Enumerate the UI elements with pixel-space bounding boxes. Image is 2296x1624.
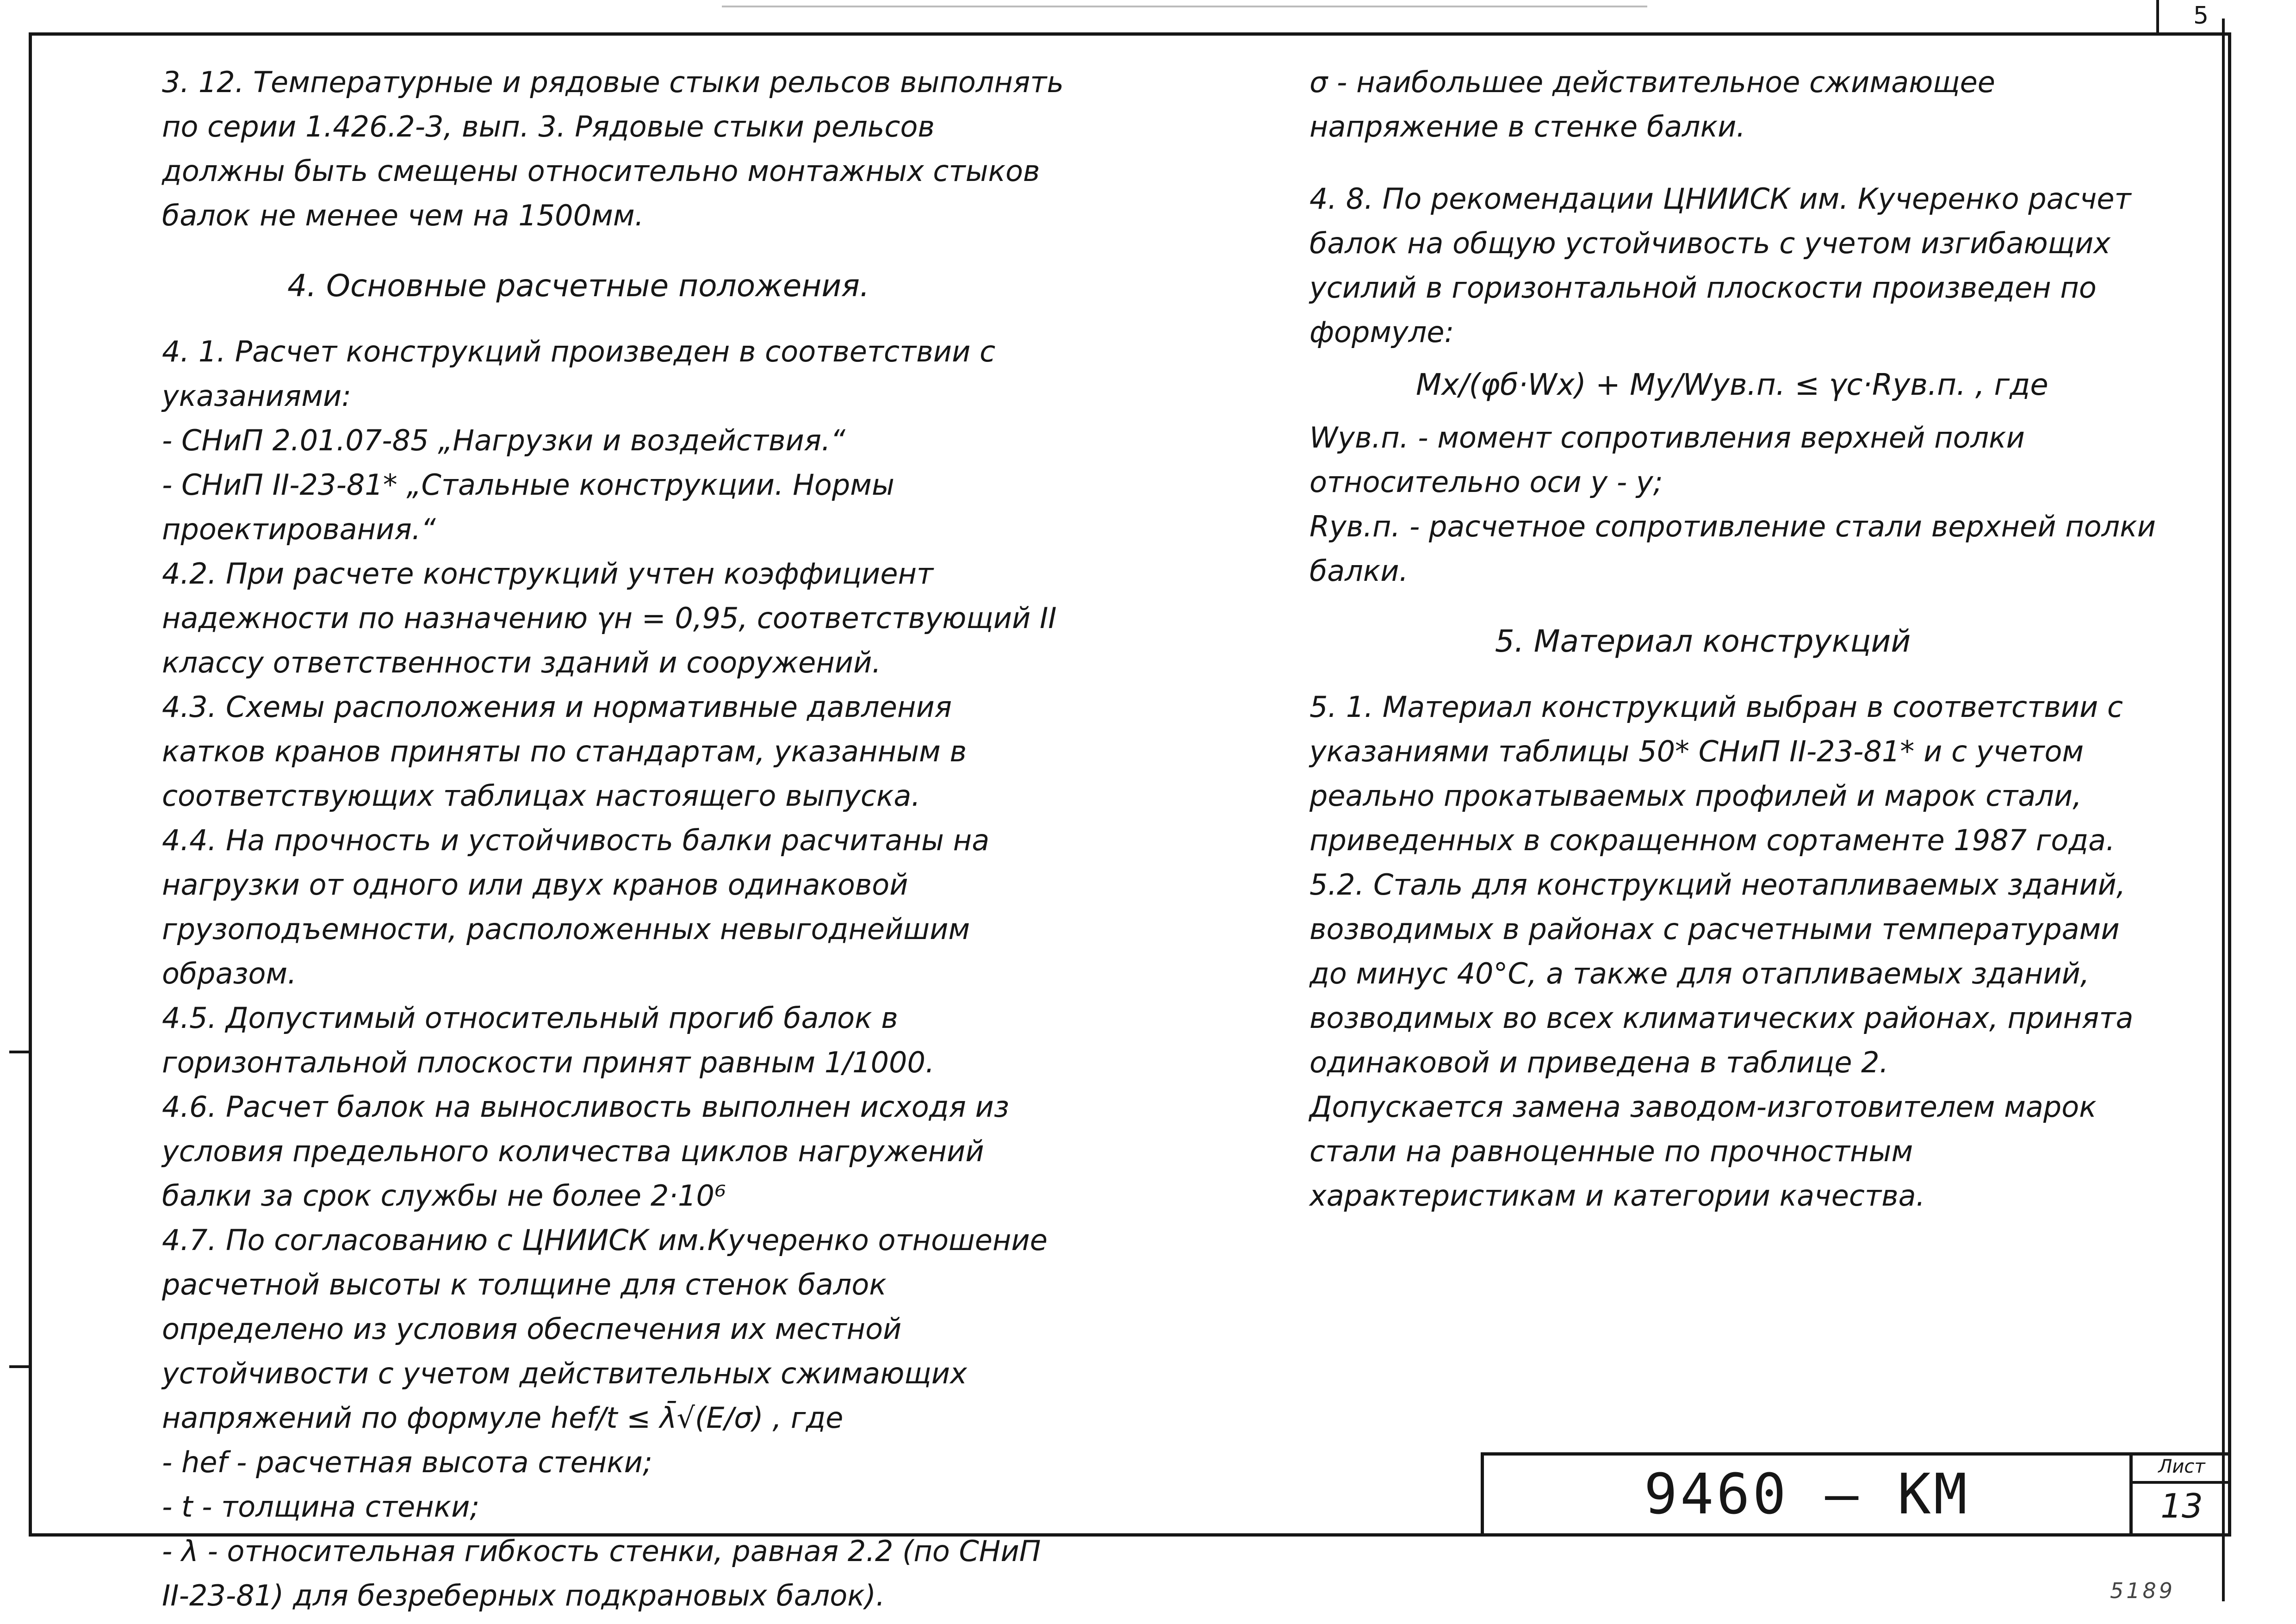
paragraph-4-3: 4.3. Схемы расположения и нормативные давления катков кранов приняты по стандартам, указанным в соответствующих таблицах настоящего выпуска. xyxy=(162,690,967,813)
sheet-label: Лист xyxy=(2158,1456,2205,1477)
binding-tick xyxy=(9,1051,30,1053)
paragraph-4-8: 4. 8. По рекомендации ЦНИИСК им. Кучеренко расчет балок на общую устойчивость с учетом изгибающих усилий в горизонтальной плоскости произведен по формуле: xyxy=(1309,182,2131,349)
paragraph-3-12: 3. 12. Температурные и рядовые стыки рельсов выполнять по серии 1.426.2-3, вып. 3. Рядовые стыки рельсов должны быть смещены относительно монтажных стыков балок не менее чем на 1500мм. xyxy=(162,65,1064,232)
paragraph-4-5: 4.5. Допустимый относительный прогиб балок в горизонтальной плоскости принят равным 1/1000. xyxy=(162,1001,935,1079)
r-definition: Ryв.п. - расчетное сопротивление стали верхней полки балки. xyxy=(1309,510,2156,588)
paragraph-4-4: 4.4. На прочность и устойчивость балки расчитаны на нагрузки от одного или двух кранов одинаковой грузоподъемности, расположенных невыгоднейшим образом. xyxy=(162,823,990,990)
section-heading-5: 5. Материал конструкций xyxy=(1495,623,1911,659)
paragraph-4-2: 4.2. При расчете конструкций учтен коэффициент надежности по назначению γн = 0,95, соответствующий II классу ответственности зданий и сооружений. xyxy=(162,557,1057,679)
document-code: 9460 – КМ xyxy=(1644,1462,1970,1527)
paragraph-4-1-item-2: - СНиП II-23-81* „Стальные конструкции. Нормы проектирования.“ xyxy=(162,468,894,546)
corner-box-left xyxy=(2156,0,2159,35)
stability-formula: Mx/(φб·Wx) + My/Wyв.п. ≤ γc·Ryв.п. , где xyxy=(1416,368,2048,402)
paragraph-4-1-item-1: - СНиП 2.01.07-85 „Нагрузки и воздействия.“ xyxy=(162,423,845,457)
paragraph-4-7: 4.7. По согласованию с ЦНИИСК им.Кучеренко отношение расчетной высоты к толщине для стенок балок определено из условия обеспечения их местной устойчивости с учетом действительных сжимающих напряжений по формуле hef/t ≤ λ̄√(E/σ) , где xyxy=(162,1223,1048,1435)
paragraph-4-6: 4.6. Расчет балок на выносливость выполнен исходя из условия предельного количества циклов нагружений балки за срок службы не более 2·10⁶ xyxy=(162,1090,1009,1213)
definition-lambda: - λ̄ - относительная гибкость стенки, равная 2.2 (по СНиП II-23-81) для безреберных подкрановых балок). xyxy=(162,1534,1041,1612)
definition-t: - t - толщина стенки; xyxy=(162,1490,480,1524)
top-edge-line xyxy=(722,6,1647,7)
paragraph-5-1: 5. 1. Материал конструкций выбран в соответствии с указаниями таблицы 50* СНиП II-23-81* и с учетом реально прокатываемых профилей и марок стали, приведенных в сокращенном сортаменте 1987 года. xyxy=(1309,690,2123,857)
definition-hef: - hef - расчетная высота стенки; xyxy=(162,1445,652,1479)
right-margin-line xyxy=(2222,19,2225,1601)
left-column xyxy=(93,60,1064,1618)
corner-mark: 5 xyxy=(2193,2,2209,30)
paragraph-5-2: 5.2. Сталь для конструкций неотапливаемых зданий, возводимых в районах с расчетными температурами до минус 40°С, а также для отапливаемых зданий, возводимых во всех климатических районах, принята одинаковой и приведена в таблице 2. xyxy=(1309,868,2134,1079)
title-block-divider xyxy=(2129,1452,2133,1537)
right-column xyxy=(1240,60,2166,1218)
w-definition: Wyв.п. - момент сопротивления верхней полки относительно оси y - y; xyxy=(1309,421,2025,499)
section-heading-4: 4. Основные расчетные положения. xyxy=(287,268,869,304)
sheet-number: 13 xyxy=(2160,1487,2203,1525)
binding-tick xyxy=(9,1365,30,1368)
paragraph-5-3: Допускается замена заводом-изготовителем марок стали на равноценные по прочностным характеристикам и категории качества. xyxy=(1309,1090,2097,1213)
sheet-label-divider xyxy=(2129,1481,2231,1484)
sigma-definition: σ - наибольшее действительное сжимающее напряжение в стенке балки. xyxy=(1309,65,1995,143)
archive-number: 5189 xyxy=(2110,1578,2176,1603)
paragraph-4-1: 4. 1. Расчет конструкций произведен в соответствии с указаниями: xyxy=(162,335,996,413)
